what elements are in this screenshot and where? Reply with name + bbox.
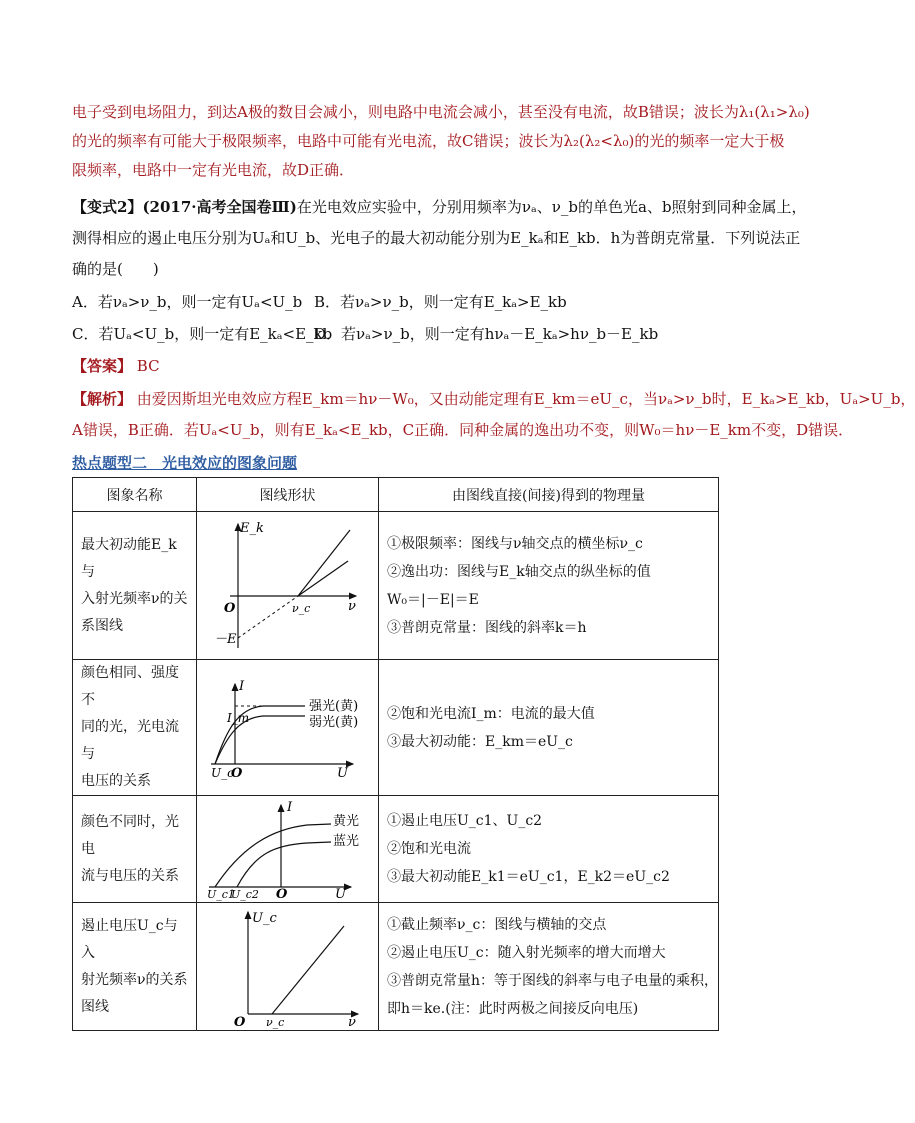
- graph-name-cell: [73, 796, 197, 903]
- blue-light-curve: [237, 842, 331, 887]
- color-current-graph: [203, 799, 373, 902]
- graph-cell: [197, 512, 379, 660]
- info-line: ③最大初动能：E_km＝eU_c: [387, 733, 573, 750]
- graph-cell: [197, 660, 379, 796]
- origin-label: O: [233, 1014, 245, 1030]
- ek-line: [298, 561, 348, 596]
- info-cell: [379, 660, 719, 796]
- uc-label: U_c: [210, 765, 234, 780]
- options-row: [72, 286, 724, 318]
- options-block: [72, 286, 724, 350]
- option-a: A．若νₐ>ν_b，则一定有Uₐ<U_b: [72, 293, 303, 311]
- info-line: ③普朗克常量：图线的斜率k＝h: [387, 619, 587, 636]
- uc1-label: U_c1: [206, 888, 235, 901]
- table-header-row: [73, 478, 719, 512]
- intro-line: 限频率，电路中一定有光电流，故D正确．: [72, 161, 355, 179]
- option-c: C．若Uₐ<U_b，则一定有E_kₐ<E_kb: [72, 325, 333, 343]
- weak-light-label: 弱光(黄): [308, 714, 358, 730]
- ek-vs-frequency-graph: [208, 516, 368, 656]
- uc-vs-frequency-graph: [208, 906, 368, 1028]
- question-text: 在光电效应实验中，分别用频率为νₐ、ν_b的单色光a、b照射到同种金属上，: [296, 198, 807, 216]
- nu-c-label: ν_c: [291, 601, 310, 615]
- x-axis-label: ν: [347, 1014, 356, 1030]
- strong-light-label: 强光(黄): [308, 698, 358, 714]
- graph-table: [72, 477, 719, 1031]
- question-line: 测得相应的遏止电压分别为Uₐ和U_b、光电子的最大初动能分别为E_kₐ和E_kb．h为普朗克常量．下列说法正: [72, 229, 801, 247]
- info-line: ②逸出功：图线与E_k轴交点的纵坐标的值: [387, 563, 651, 580]
- analysis-line: A错误，B正确．若Uₐ<U_b，则有E_kₐ<E_kb，C正确．同种金属的逸出功不变，则W₀＝hν－E_km不变，D错误．: [72, 421, 854, 439]
- info-cell: [379, 512, 719, 660]
- x-axis-label: ν: [347, 598, 356, 614]
- info-line: 即h＝ke.(注：此时两极之间接反向电压): [387, 1000, 639, 1017]
- info-line: ③最大初动能E_k1＝eU_c1，E_k2＝eU_c2: [387, 869, 670, 885]
- answer-line: [72, 350, 724, 382]
- table-header: 图象名称: [73, 478, 197, 512]
- graph-cell: [197, 903, 379, 1031]
- info-line: ③普朗克常量h：等于图线的斜率与电子电量的乘积，: [387, 972, 719, 989]
- x-axis-label: U: [336, 765, 348, 781]
- question-line: 确的是( ): [72, 260, 159, 278]
- graph-name-line: 电压的关系: [81, 773, 151, 789]
- graph-name-line: 入射光频率ν的关: [81, 590, 188, 607]
- answer-tag: 【答案】: [72, 357, 133, 375]
- analysis-text: 由爱因斯坦光电效应方程E_km＝hν－W₀，又由动能定理有E_km＝eU_c，当νₐ>ν_b时，E_kₐ>E_kb，Uₐ>U_b，: [136, 390, 915, 408]
- info-line: ①遏止电压U_c1、U_c2: [387, 813, 543, 829]
- section-title: 热点题型二 光电效应的图象问题: [72, 454, 298, 472]
- intro-line: 电子受到电场阻力，到达A极的数目会减小，则电路中电流会减小，甚至没有电流，故B错误；波长为λ₁(λ₁>λ₀): [72, 103, 810, 121]
- graph-name-line: 最大初动能E_k与: [81, 536, 177, 580]
- graph-name-line: 流与电压的关系: [81, 867, 179, 884]
- info-cell: [379, 796, 719, 903]
- question-block: [72, 192, 807, 285]
- options-row: [72, 318, 724, 350]
- info-line: ②饱和光电流: [387, 841, 471, 857]
- question-source: (2017·高考全国卷Ⅲ): [142, 198, 297, 216]
- y-axis-label: E_k: [239, 520, 264, 536]
- analysis-line: [72, 384, 915, 415]
- graph-name-cell: [73, 512, 197, 660]
- origin-label: O: [230, 765, 242, 781]
- table-row: [73, 512, 719, 660]
- graph-name-line: 颜色相同、强度不: [81, 665, 179, 708]
- graph-name-line: 系图线: [81, 617, 123, 634]
- yellow-light-label: 黄光: [332, 814, 359, 829]
- origin-label: O: [275, 887, 287, 902]
- table-row: [73, 796, 719, 903]
- graph-name-line: 遏止电压U_c与入: [81, 917, 178, 961]
- nu-c-label: ν_c: [265, 1015, 284, 1029]
- graph-name-line: 同的光，光电流与: [81, 719, 179, 762]
- info-line: ①极限频率：图线与ν轴交点的横坐标ν_c: [387, 535, 643, 552]
- graph-name-line: 图线: [81, 998, 109, 1015]
- info-line: ①截止频率ν_c：图线与横轴的交点: [387, 916, 607, 933]
- option-b: B．若νₐ>ν_b，则一定有E_kₐ>E_kb: [314, 293, 567, 311]
- graph-cell: [197, 796, 379, 903]
- intro-line: 的光的频率有可能大于极限频率，电路中可能有光电流，故C错误；波长为λ₂(λ₂<λ₀)的光的频率一定大于极: [72, 132, 785, 150]
- origin-label: O: [223, 600, 235, 616]
- table-row: [73, 903, 719, 1031]
- yellow-light-curve: [215, 824, 331, 887]
- y-axis-label: U_c: [251, 910, 277, 926]
- graph-name-cell: [73, 903, 197, 1031]
- minus-e-label: －E: [213, 631, 236, 647]
- y-axis-label: I: [286, 800, 292, 815]
- graph-name-line: 射光频率ν的关系: [81, 971, 188, 988]
- analysis-tag: 【解析】: [72, 390, 133, 408]
- y-axis-label: I: [238, 678, 244, 694]
- answer-row: [72, 350, 724, 382]
- intro-paragraph: [72, 98, 810, 185]
- info-line: ②饱和光电流I_m：电流的最大值: [387, 705, 595, 722]
- uc-line: [272, 926, 344, 1014]
- x-axis-label: U: [334, 887, 346, 902]
- ek-line-upper: [298, 530, 350, 596]
- table-header: 图线形状: [197, 478, 379, 512]
- analysis-block: [72, 384, 915, 446]
- answer-value: BC: [136, 357, 160, 375]
- intensity-current-graph: [203, 678, 373, 781]
- info-line: ②遏止电压U_c：随入射光频率的增大而增大: [387, 944, 666, 961]
- table-header: 由图线直接(间接)得到的物理量: [379, 478, 719, 512]
- table-row: [73, 660, 719, 796]
- blue-light-label: 蓝光: [332, 834, 359, 849]
- extrapolated-line: [238, 596, 298, 638]
- uc2-label: U_c2: [230, 888, 259, 901]
- im-label: I_m: [226, 710, 249, 725]
- info-cell: [379, 903, 719, 1031]
- option-d: D．若νₐ>ν_b，则一定有hνₐ－E_kₐ>hν_b－E_kb: [314, 325, 659, 343]
- info-line: W₀＝|－E|＝E: [387, 591, 479, 608]
- graph-name-line: 颜色不同时，光电: [81, 813, 179, 857]
- question-tag: 【变式2】: [72, 198, 143, 216]
- question-line: [72, 192, 807, 223]
- graph-name-cell: [73, 660, 197, 796]
